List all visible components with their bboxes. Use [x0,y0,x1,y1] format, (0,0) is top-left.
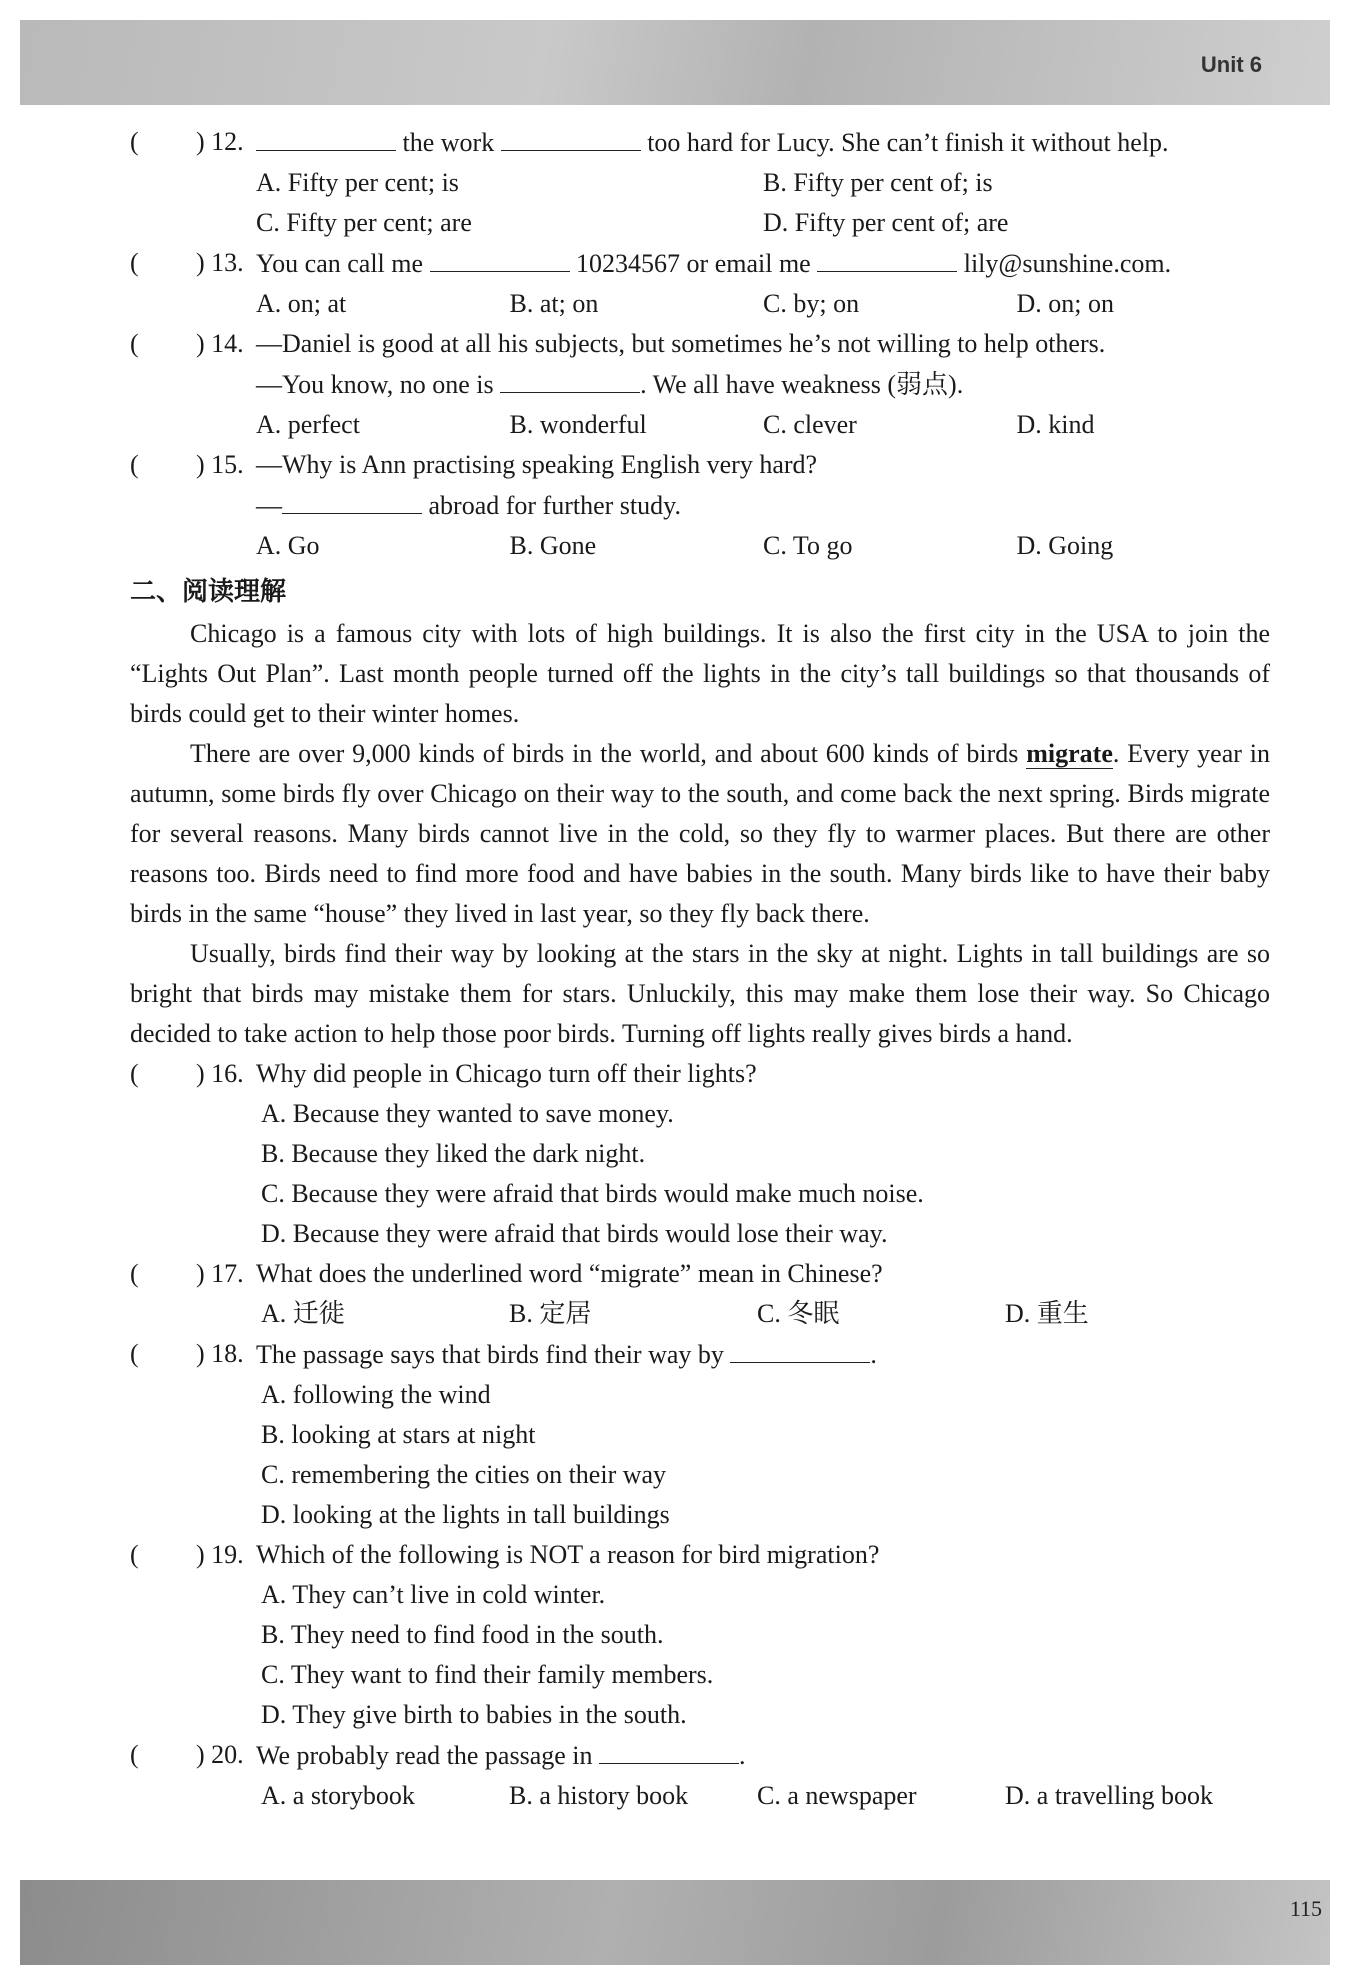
stem-text: 10234567 or email me [576,249,811,278]
option-b[interactable]: B. wonderful [509,410,647,439]
question-14 [130,324,1270,364]
stem-text: — [256,491,282,520]
question-17 [130,1254,1270,1294]
stem-text: Why did people in Chicago turn off their lights? [256,1059,757,1088]
option-a[interactable]: A. a storybook [261,1781,415,1810]
option-d[interactable]: D. Because they were afraid that birds would lose their way. [261,1219,888,1248]
option-a[interactable]: A. Fifty per cent; is [256,168,459,197]
option-a[interactable]: A. on; at [256,289,347,318]
question-number: ) 19. [196,1540,244,1569]
option-a[interactable]: A. following the wind [261,1380,491,1409]
question-number: ) 17. [196,1259,244,1288]
options-row [130,1294,1270,1334]
stem-text: —Daniel is good at all his subjects, but sometimes he’s not willing to help others. [256,329,1106,358]
option-c[interactable]: C. To go [763,531,853,560]
options-row [130,284,1270,324]
option-b[interactable]: B. at; on [509,289,599,318]
options-row [130,1776,1270,1816]
option-d[interactable]: D. They give birth to babies in the south. [261,1700,687,1729]
option-a[interactable]: A. 迁徙 [261,1299,345,1328]
question-13 [130,243,1270,284]
stem-text: What does the underlined word “migrate” mean in Chinese? [256,1259,883,1288]
question-16 [130,1054,1270,1094]
option-a[interactable]: A. Go [256,531,320,560]
question-18 [130,1334,1270,1375]
stem-text: Which of the following is NOT a reason for bird migration? [256,1540,880,1569]
stem-text: —Why is Ann practising speaking English very hard? [256,450,818,479]
answer-blank [282,485,422,514]
section-title: 二、阅读理解 [130,577,287,607]
answer-bracket[interactable]: ( [130,248,139,277]
stem-text: The passage says that birds find their way by [256,1340,724,1369]
option-b[interactable]: B. Gone [509,531,597,560]
option-c[interactable]: C. by; on [763,289,860,318]
option-b[interactable]: B. Because they liked the dark night. [261,1139,646,1168]
option-c[interactable]: C. 冬眠 [757,1299,840,1328]
question-number: ) 18. [196,1339,244,1368]
answer-blank [430,243,570,272]
option-d[interactable]: D. Going [1016,531,1114,560]
question-number: ) 16. [196,1059,244,1088]
stem-text: You can call me [256,249,424,278]
stem-text: lily@sunshine.com. [963,249,1172,278]
question-12 [130,122,1270,163]
option-c[interactable]: C. a newspaper [757,1781,917,1810]
options-row [130,163,1270,203]
period: . [870,1340,877,1369]
page-number: 115 [1289,1896,1322,1921]
question-number: ) 20. [196,1740,244,1769]
option-b[interactable]: B. They need to find food in the south. [261,1620,664,1649]
option-b[interactable]: B. looking at stars at night [261,1420,536,1449]
question-number: ) 14. [196,329,244,358]
answer-bracket[interactable]: ( [130,1740,139,1769]
options-row [130,526,1270,566]
option-b[interactable]: B. a history book [509,1781,689,1810]
passage-text: . Every year in autumn, some birds fly over Chicago on their way to the south, and come back the next spring. Birds migrate for several reasons. Many birds cannot live in the cold, so they fly to warmer places. But there are other reasons too. Birds need to find more food and have babies in the south. Many birds like to have their baby birds in the same “house” they lived in last year, so they fly back there. [130,739,1270,928]
question-19 [130,1535,1270,1575]
footer-band [20,1880,1330,1965]
answer-blank [256,122,396,151]
option-c[interactable]: C. Because they were afraid that birds would make much noise. [261,1179,924,1208]
stem-text: the work [402,128,495,157]
underlined-word: migrate [1026,739,1113,768]
option-d[interactable]: D. on; on [1016,289,1114,318]
option-a[interactable]: A. They can’t live in cold winter. [261,1580,606,1609]
answer-blank [500,364,640,393]
stem-text: —You know, no one is [256,370,494,399]
stem-continuation [130,485,1270,526]
stem-text: too hard for Lucy. She can’t finish it without help. [647,128,1169,157]
answer-bracket[interactable]: ( [130,1339,139,1368]
options-row [130,405,1270,445]
option-b[interactable]: B. 定居 [509,1299,592,1328]
answer-bracket[interactable]: ( [130,127,139,156]
period: . [739,1741,746,1770]
answer-blank [501,122,641,151]
question-number: ) 13. [196,248,244,277]
answer-bracket[interactable]: ( [130,1259,139,1288]
passage-paragraph-1: Chicago is a famous city with lots of high buildings. It is also the first city in the USA to join the “Lights Out Plan”. Last month people turned off the lights in the city’s tall buildings so that thousands of birds could get to their winter homes. [130,619,1270,728]
option-c[interactable]: C. Fifty per cent; are [256,208,472,237]
option-c[interactable]: C. clever [763,410,857,439]
header-band [20,20,1330,105]
answer-bracket[interactable]: ( [130,1540,139,1569]
option-b[interactable]: B. Fifty per cent of; is [763,168,993,197]
passage-paragraph-3: Usually, birds find their way by looking at the stars in the sky at night. Lights in tall buildings are so bright that birds may mistake them for stars. Unluckily, this may make them lose their way. So Chicago decided to take action to help those poor birds. Turning off lights really gives birds a hand. [130,939,1270,1048]
passage-paragraph-2 [130,734,1270,934]
answer-blank [599,1735,739,1764]
option-d[interactable]: D. Fifty per cent of; are [763,208,1009,237]
unit-label: Unit 6 [1200,52,1262,77]
stem-text: abroad for further study. [428,491,681,520]
option-a[interactable]: A. perfect [256,410,360,439]
answer-bracket[interactable]: ( [130,450,139,479]
answer-bracket[interactable]: ( [130,329,139,358]
question-number: ) 12. [196,127,244,156]
stem-text: We probably read the passage in [256,1741,593,1770]
answer-bracket[interactable]: ( [130,1059,139,1088]
option-c[interactable]: C. They want to find their family members. [261,1660,714,1689]
option-a[interactable]: A. Because they wanted to save money. [261,1099,674,1128]
option-d[interactable]: D. 重生 [1005,1299,1089,1328]
answer-blank [817,243,957,272]
option-d[interactable]: D. a travelling book [1005,1781,1213,1810]
question-15 [130,445,1270,485]
stem-continuation [130,364,1270,405]
option-c[interactable]: C. remembering the cities on their way [261,1460,667,1489]
stem-text: . We all have weakness (弱点). [640,370,964,399]
options-row [130,203,1270,243]
answer-blank [730,1334,870,1363]
option-d[interactable]: D. kind [1016,410,1095,439]
question-number: ) 15. [196,450,244,479]
option-d[interactable]: D. looking at the lights in tall buildings [261,1500,670,1529]
worksheet-content [130,122,1270,1816]
passage-text: There are over 9,000 kinds of birds in the world, and about 600 kinds of birds [190,739,1027,768]
question-20 [130,1735,1270,1776]
